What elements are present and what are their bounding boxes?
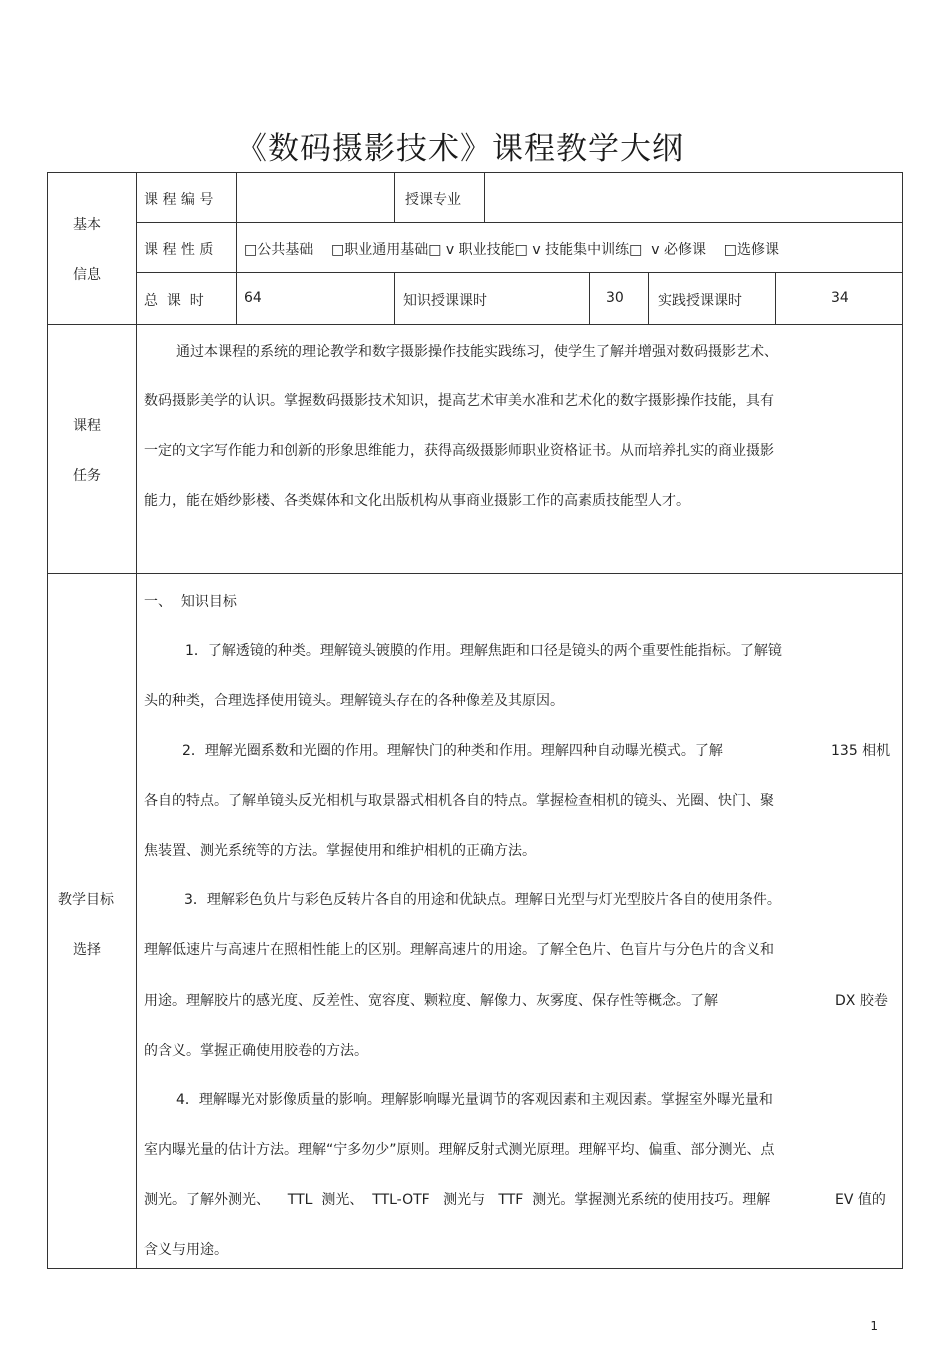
task-paragraph-line: 通过本课程的系统的理论教学和数字摄影操作技能实践练习，使学生了解并增强对数码摄影艺术、 [176,344,778,360]
objective-line: 4．理解曝光对影像质量的影响。理解影响曝光量调节的客观因素和主观因素。掌握室外曝光量和 [176,1092,773,1108]
column-divider [236,173,237,324]
total-hours-value: 64 [244,290,262,306]
document-title: 《数码摄影技术》课程教学大纲 [236,131,684,167]
row-divider [136,222,903,223]
objective-line: 焦装置、测光系统等的方法。掌握使用和维护相机的正确方法。 [144,843,536,859]
basic-info-label-line1: 基本 [73,217,101,233]
objective-line: 的含义。掌握正确使用胶卷的方法。 [144,1043,368,1059]
objective-line: 理解低速片与高速片在照相性能上的区别。理解高速片的用途。了解全色片、色盲片与分色片的含义和 [144,942,774,958]
objectives-label-line2: 选择 [73,942,101,958]
objective-line: 3．理解彩色负片与彩色反转片各自的用途和优缺点。理解日光型与灯光型胶片各自的使用条件。 [184,892,781,908]
task-paragraph-line: 一定的文字写作能力和创新的形象思维能力，获得高级摄影师职业资格证书。从而培养扎实的商业摄影 [144,443,774,459]
task-label-line1: 课程 [73,418,101,434]
syllabus-table [47,172,903,1269]
column-divider [648,272,649,324]
course-nature-options: □公共基础 □职业通用基础□ v 职业技能□ v 技能集中训练□ v 必修课 □选修课 [244,242,779,258]
row-divider [136,272,903,273]
objective-line-tail: EV 值的 [835,1192,886,1208]
task-paragraph-line: 能力，能在婚纱影楼、各类媒体和文化出版机构从事商业摄影工作的高素质技能型人才。 [144,493,690,509]
course-code-label: 课 程 编 号 [144,192,214,208]
row-divider [48,324,903,325]
objective-line: 1．了解透镜的种类。理解镜头镀膜的作用。理解焦距和口径是镜头的两个重要性能指标。了解镜 [185,643,782,659]
objective-line: 2．理解光圈系数和光圈的作用。理解快门的种类和作用。理解四种自动曝光模式。了解 [182,743,723,759]
basic-info-label-line2: 信息 [73,267,101,283]
total-hours-label: 总 课 时 [144,293,204,309]
column-divider [136,173,137,1269]
objective-line-tail: DX 胶卷 [835,993,888,1009]
task-paragraph-line: 数码摄影美学的认识。掌握数码摄影技术知识，提高艺术审美水准和艺术化的数字摄影操作技能，具有 [144,393,774,409]
objective-line: 头的种类，合理选择使用镜头。理解镜头存在的各种像差及其原因。 [144,693,564,709]
column-divider [589,272,590,324]
objective-line: 含义与用途。 [144,1242,228,1258]
page-number: 1 [870,1319,878,1333]
task-label-line2: 任务 [73,468,101,484]
practice-hours-label: 实践授课课时 [658,293,742,309]
major-label: 授课专业 [405,192,461,208]
objectives-heading: 一、 知识目标 [144,594,237,610]
objective-line: 测光。了解外测光、 TTL 测光、 TTL-OTF 测光与 TTF 测光。掌握测光系统的使用技巧。理解 [144,1192,771,1208]
row-divider [48,573,903,574]
column-divider [394,272,395,324]
objectives-label-line1: 教学目标 [58,892,114,908]
column-divider [775,272,776,324]
objective-line-tail: 135 相机 [831,743,891,759]
theory-hours-label: 知识授课课时 [403,293,487,309]
theory-hours-value: 30 [606,290,624,306]
objective-line: 室内曝光量的估计方法。理解“宁多勿少”原则。理解反射式测光原理。理解平均、偏重、部分测光、点 [144,1142,775,1158]
column-divider [484,173,485,222]
objective-line: 用途。理解胶片的感光度、反差性、宽容度、颗粒度、解像力、灰雾度、保存性等概念。了解 [144,993,718,1009]
course-nature-label: 课 程 性 质 [144,242,214,258]
column-divider [394,173,395,222]
practice-hours-value: 34 [831,290,849,306]
objective-line: 各自的特点。了解单镜头反光相机与取景器式相机各自的特点。掌握检查相机的镜头、光圈、快门、聚 [144,793,774,809]
